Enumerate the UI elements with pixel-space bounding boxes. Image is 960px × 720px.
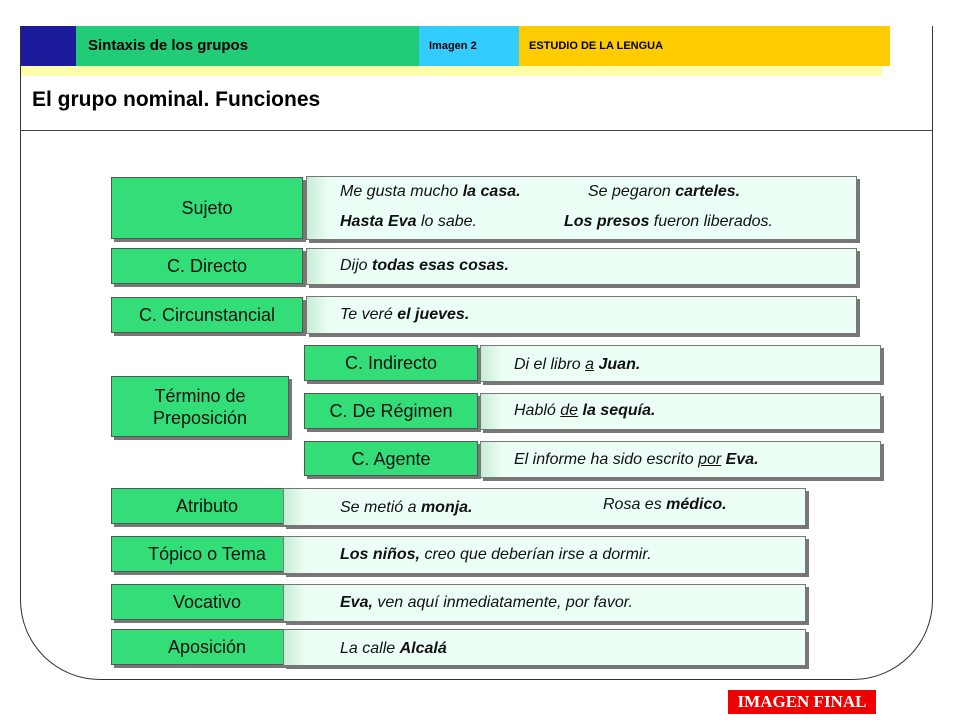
- example-c-indirecto: [480, 345, 881, 382]
- page-title: El grupo nominal. Funciones: [32, 88, 321, 111]
- example-c-regimen-text: Habló de la sequía.: [514, 402, 656, 419]
- example-c-indirecto-text: Di el libro a Juan.: [514, 356, 641, 373]
- example-c-agente-text: El informe ha sido escrito por Eva.: [514, 451, 759, 468]
- example-aposicion: [283, 629, 806, 666]
- example-sujeto-2b: Los presos fueron liberados.: [564, 213, 773, 230]
- example-c-directo: [306, 248, 857, 285]
- example-c-directo-text: Dijo todas esas cosas.: [340, 257, 509, 274]
- example-aposicion-text: La calle Alcalá: [340, 640, 447, 657]
- example-c-agente: [480, 441, 881, 478]
- label-topico: Tópico o Tema: [111, 536, 303, 572]
- example-sujeto-1a: Me gusta mucho la casa.: [340, 183, 521, 200]
- example-c-circunstancial-text: Te veré el jueves.: [340, 306, 470, 323]
- section-title: Sintaxis de los grupos: [88, 37, 249, 54]
- label-c-agente: C. Agente: [304, 441, 478, 476]
- label-sujeto: Sujeto: [111, 177, 303, 239]
- example-vocativo-text: Eva, ven aquí inmediatamente, por favor.: [340, 594, 633, 611]
- title-divider: [20, 130, 933, 131]
- imagen-final-badge[interactable]: IMAGEN FINAL: [728, 690, 876, 714]
- label-c-regimen: C. De Régimen: [304, 393, 478, 429]
- label-c-circunstancial: C. Circunstancial: [111, 297, 303, 333]
- example-vocativo: [283, 584, 806, 622]
- example-atributo-1: Se metió a monja.: [340, 499, 473, 516]
- course-label: ESTUDIO DE LA LENGUA: [529, 40, 664, 52]
- image-label: Imagen 2: [429, 40, 477, 52]
- example-topico: [283, 536, 806, 574]
- example-sujeto: [306, 176, 857, 240]
- example-sujeto-1b: Se pegaron carteles.: [588, 183, 741, 200]
- example-c-circunstancial: [306, 296, 857, 334]
- label-c-directo: C. Directo: [111, 248, 303, 284]
- label-termino-preposicion: Término de Preposición: [111, 376, 289, 437]
- label-aposicion: Aposición: [111, 629, 303, 665]
- example-sujeto-2a: Hasta Eva lo sabe.: [340, 213, 477, 230]
- example-c-regimen: [480, 393, 881, 430]
- label-vocativo: Vocativo: [111, 584, 303, 620]
- example-atributo: [283, 488, 806, 526]
- label-atributo: Atributo: [111, 488, 303, 524]
- example-atributo-2: Rosa es médico.: [603, 496, 727, 513]
- example-topico-text: Los niños, creo que deberían irse a dormir.: [340, 546, 652, 563]
- label-c-indirecto: C. Indirecto: [304, 345, 478, 381]
